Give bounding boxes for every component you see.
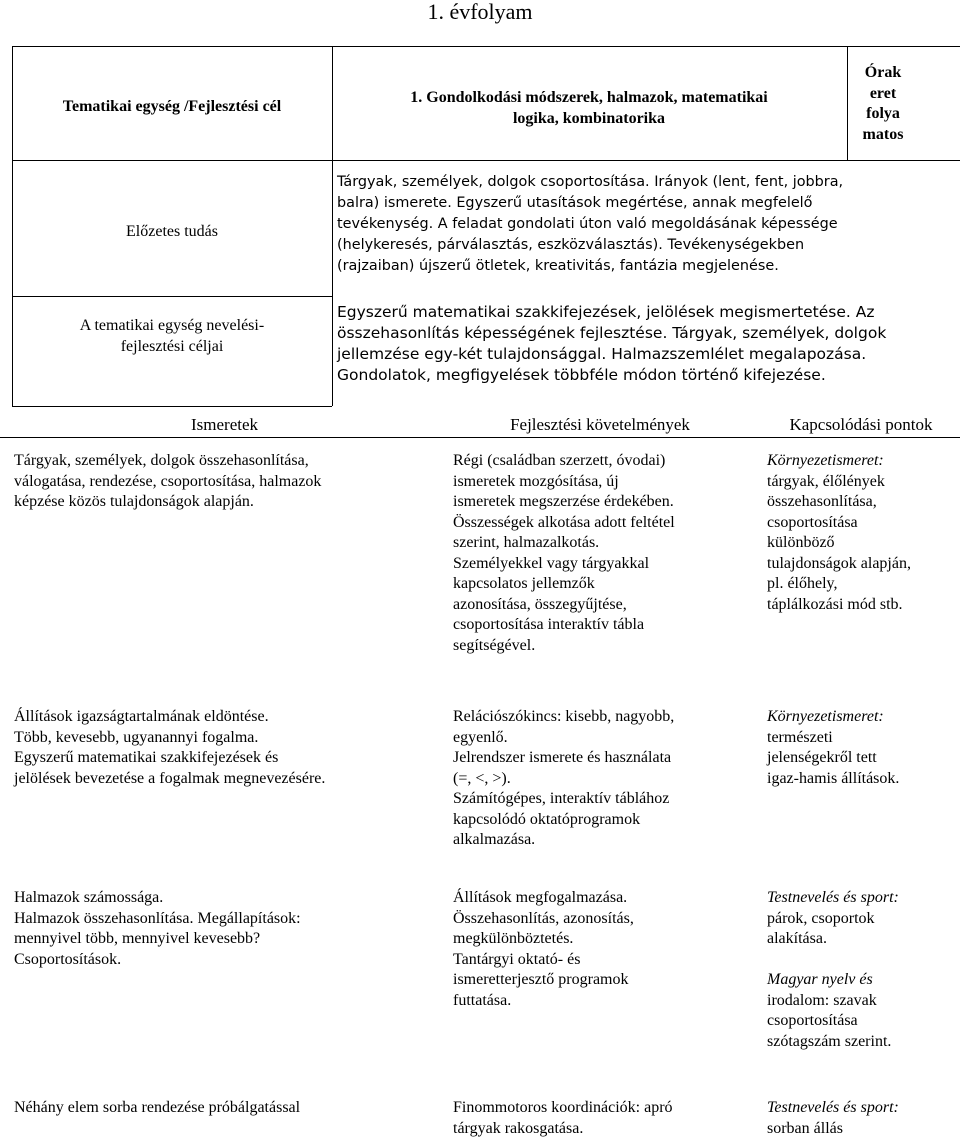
row-1-requirements: Régi (családban szerzett, óvodai) ismeretek mozgósítása, új ismeretek megszerzése érdekében. Összességek alkotása adott feltétel szerint, halmazalkotás. Személyekkel vagy tárgyakkal kapcsolatos jellemzők azonosítása, összegyűjtése, csoportosítása interaktív tábla segítségével. (453, 452, 675, 654)
row-4-requirements: Finommotoros koordinációk: apró tárgyak rakosgatása. (453, 1099, 673, 1137)
header-unit-title: 1. Gondolkodási módszerek, halmazok, matematikai logika, kombinatorika (410, 89, 768, 127)
goals-label: A tematikai egység nevelési- fejlesztési céljai (79, 317, 265, 355)
row-3-knowledge: Halmazok számossága. Halmazok összehasonlítása. Megállapítások: mennyivel több, mennyivel kevesebb? Csoportosítások. (14, 889, 301, 968)
prior-knowledge-label: Előzetes tudás (126, 223, 218, 240)
row-1-knowledge: Tárgyak, személyek, dolgok összehasonlítása, válogatása, rendezése, csoportosítása, halmazok képzése közös tulajdonságok alapján. (14, 452, 322, 510)
row-4-connections: Testnevelés és sport: sorban állás (767, 1099, 899, 1137)
row-1-connections: Környezetismeret: tárgyak, élőlények összehasonlítása, csoportosítása különböző tulajdonságok alapján, pl. élőhely, táplálkozási mód stb. (767, 452, 911, 613)
row-2-connections: Környezetismeret: természeti jelenségekről tett igaz-hamis állítások. (767, 708, 900, 787)
column-header-connections: Kapcsolódási pontok (789, 415, 933, 434)
header-unit-label: Tematikai egység /Fejlesztési cél (62, 98, 282, 115)
header-divider (12, 160, 960, 161)
prior-goals-divider (12, 296, 332, 297)
row-2-requirements: Relációszókincs: kisebb, nagyobb, egyenlő. Jelrendszer ismerete és használata (=, <, >). Számítógépes, interaktív táblához kapcsolódó oktatóprogramok alkalmazása. (453, 708, 675, 848)
info-section-bottom (12, 406, 332, 407)
row-2-knowledge: Állítások igazságtartalmának eldöntése. Több, kevesebb, ugyanannyi fogalma. Egyszerű matematikai szakkifejezések és jelölések bevezetése a fogalmak megnevezésére. (14, 708, 326, 787)
column-header-divider (0, 437, 960, 438)
header-hours-label: Órak eret folya matos (862, 64, 904, 143)
table-border-left (12, 46, 13, 406)
column-header-knowledge: Ismeretek (190, 415, 259, 434)
column-header-requirements: Fejlesztési követelmények (510, 415, 690, 434)
prior-knowledge-text: Tárgyak, személyek, dolgok csoportosítása. Irányok (lent, fent, jobbra, balra) ismerete. Egyszerű utasítások megértése, annak megfelelő tevékenység. A feladat gondolati úton való megoldásának képessége (helykeresés, párválasztás, eszközválasztás). Tevékenységekben (rajzaiban) újszerű ötletek, kreativitás, fantázia megjelenése. (337, 174, 844, 274)
row-3-connections: Testnevelés és sport: párok, csoportok alakítása. Magyar nyelv és irodalom: szavak csoportosítása szótagszám szerint. (767, 889, 899, 1050)
table-border-top (12, 46, 960, 47)
page-title: 1. évfolyam (427, 0, 533, 24)
goals-text: Egyszerű matematikai szakkifejezések, jelölések megismertetése. Az összehasonlítás képességének fejlesztése. Tárgyak, személyek, dolgok jellemzése egy-két tulajdonsággal. Halmazszemlélet megalapozása. Gondolatok, megfigyelések többféle módon történő kifejezése. (337, 303, 887, 384)
row-3-requirements: Állítások megfogalmazása. Összehasonlítás, azonosítás, megkülönböztetés. Tantárgyi oktató- és ismeretterjesztő programok futtatása. (453, 889, 634, 1009)
row-4-knowledge: Néhány elem sorba rendezése próbálgatással (14, 1099, 301, 1116)
header-col-divider-1 (332, 46, 333, 406)
